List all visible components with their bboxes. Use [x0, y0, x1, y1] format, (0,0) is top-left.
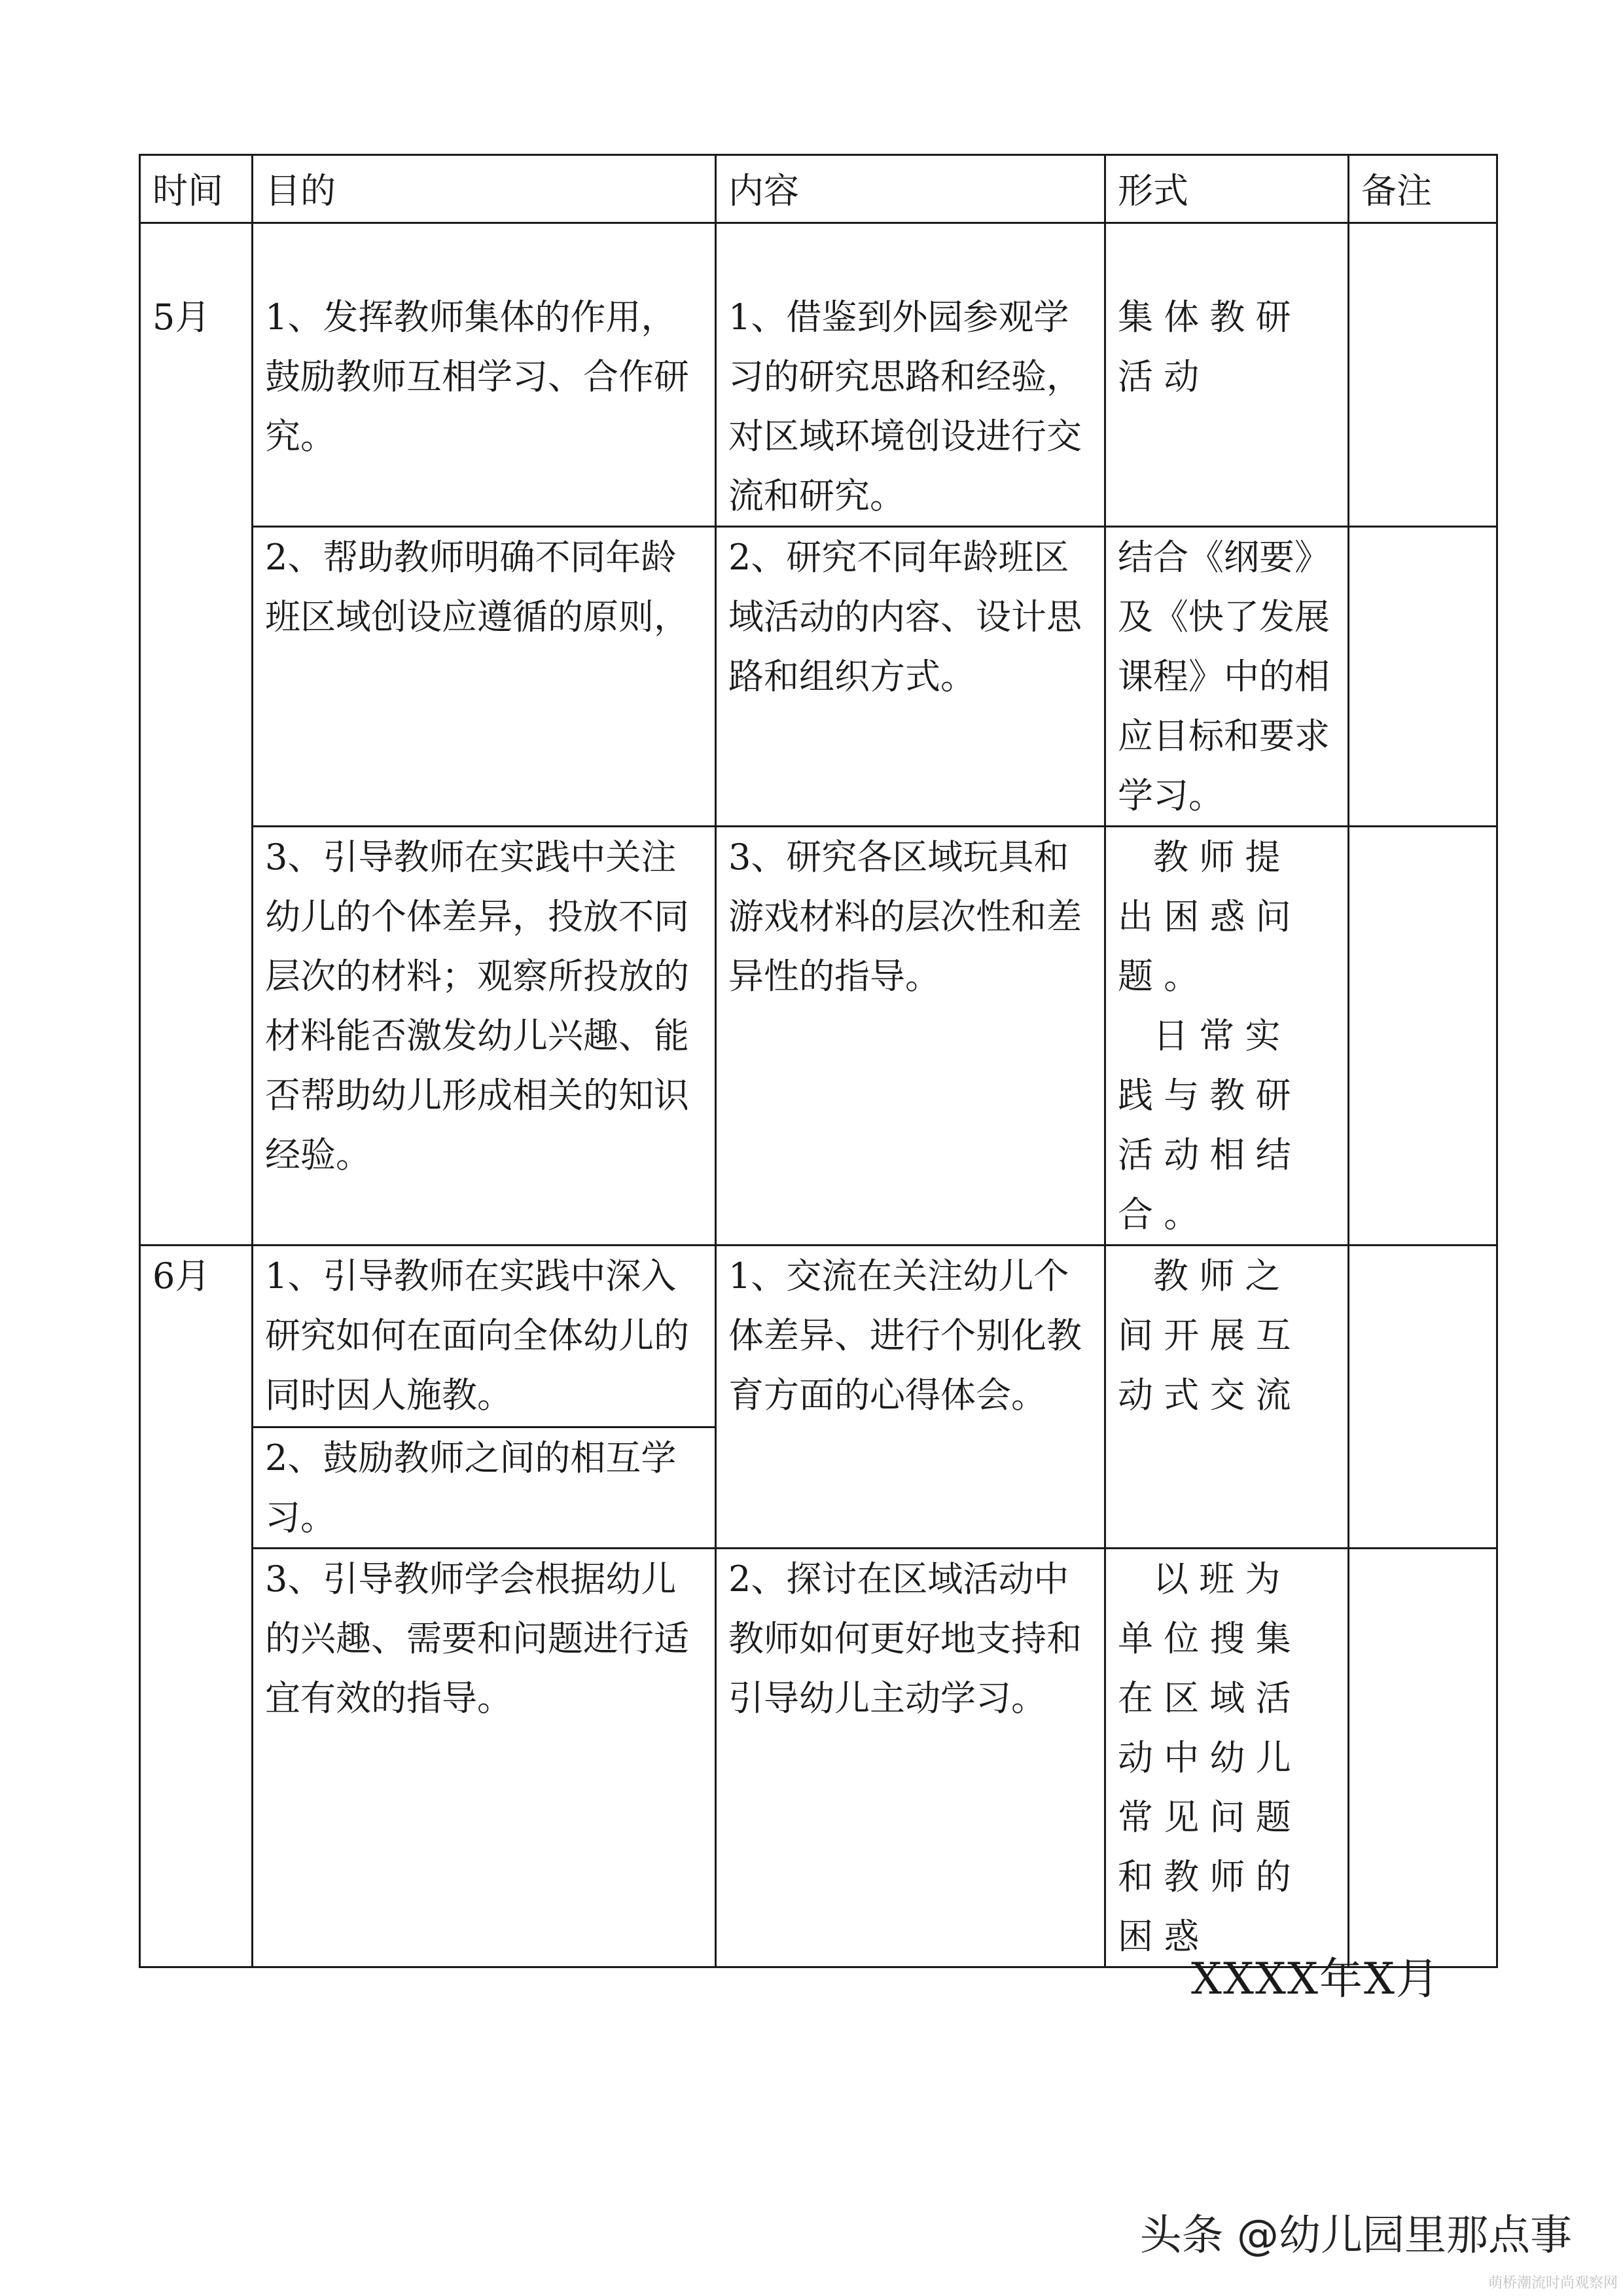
- table-row: [140, 1549, 1497, 1967]
- form-paragraph: 日常实践与教研活动相结合。: [1118, 1015, 1302, 1235]
- purpose-cell: [253, 1246, 716, 1427]
- purpose-text: 1、发挥教师集体的作用，鼓励教师互相学习、合作研究。: [265, 296, 689, 457]
- form-cell: [1105, 1246, 1349, 1549]
- purpose-cell: [253, 223, 716, 527]
- form-text: 集体教研活动: [1118, 296, 1302, 397]
- content-cell: [716, 1246, 1105, 1549]
- content-text: 1、借鉴到外园参观学习的研究思路和经验，对区域环境创设进行交流和研究。: [728, 296, 1082, 516]
- purpose-text: 3、引导教师在实践中关注幼儿的个体差异，投放不同层次的材料；观察所投放的材料能否激发幼儿兴趣、能否帮助幼儿形成相关的知识经验。: [265, 836, 689, 1175]
- content-cell: [716, 527, 1105, 827]
- form-paragraph: 教师提出困惑问题。: [1118, 836, 1302, 997]
- note-cell: [1349, 827, 1497, 1246]
- note-cell: [1349, 527, 1497, 827]
- note-cell: [1349, 223, 1497, 527]
- form-text: 教师之间开展互动式交流: [1118, 1255, 1302, 1416]
- purpose-cell: [253, 827, 716, 1246]
- content-text: 3、研究各区域玩具和游戏材料的层次性和差异性的指导。: [728, 836, 1082, 997]
- content-text: 2、探讨在区域活动中教师如何更好地支持和引导幼儿主动学习。: [728, 1558, 1082, 1719]
- form-cell: [1105, 827, 1349, 1246]
- table-header-row: [140, 155, 1497, 223]
- content-text: 1、交流在关注幼儿个体差异、进行个别化教育方面的心得体会。: [728, 1255, 1082, 1416]
- form-cell: [1105, 1549, 1349, 1967]
- content-cell: [716, 827, 1105, 1246]
- header-content: 内容: [716, 155, 1105, 223]
- source-watermark: 头条 @幼儿园里那点事: [1139, 2212, 1572, 2260]
- purpose-cell: [253, 1427, 716, 1549]
- purpose-cell: [253, 1549, 716, 1967]
- month-label: 5月: [152, 296, 211, 338]
- month-cell: [140, 223, 253, 1246]
- header-time: 时间: [140, 155, 253, 223]
- note-cell: [1349, 1549, 1497, 1967]
- plan-grid: [139, 154, 1498, 1968]
- table-row: [140, 527, 1497, 827]
- table-row: [140, 223, 1497, 527]
- teaching-research-plan-table: [139, 154, 1496, 1968]
- form-text: 以班为单位搜集在区域活动中幼儿常见问题和教师的困惑: [1118, 1558, 1302, 1957]
- form-cell: [1105, 223, 1349, 527]
- note-cell: [1349, 1246, 1497, 1549]
- purpose-text: 2、鼓励教师之间的相互学习。: [265, 1437, 677, 1538]
- header-form: 形式: [1105, 155, 1349, 223]
- corner-watermark: 萌桥潮流时尚观察网: [1488, 2275, 1618, 2291]
- purpose-cell: [253, 527, 716, 827]
- table-row: [140, 1246, 1497, 1427]
- header-purpose: 目的: [253, 155, 716, 223]
- month-label: 6月: [152, 1255, 211, 1297]
- month-cell: [140, 1246, 253, 1967]
- purpose-text: 2、帮助教师明确不同年龄班区域创设应遵循的原则，: [265, 537, 689, 637]
- content-cell: [716, 1549, 1105, 1967]
- form-cell: [1105, 527, 1349, 827]
- content-text: 2、研究不同年龄班区域活动的内容、设计思路和组织方式。: [728, 537, 1082, 697]
- content-cell: [716, 223, 1105, 527]
- purpose-text: 1、引导教师在实践中深入研究如何在面向全体幼儿的同时因人施教。: [265, 1255, 689, 1416]
- header-note: 备注: [1349, 155, 1497, 223]
- document-date: XXXX年X月: [1191, 1954, 1440, 2004]
- purpose-text: 3、引导教师学会根据幼儿的兴趣、需要和问题进行适宜有效的指导。: [265, 1558, 689, 1719]
- form-text: 结合《纲要》及《快了发展课程》中的相应目标和要求学习。: [1118, 537, 1330, 816]
- table-row: [140, 827, 1497, 1246]
